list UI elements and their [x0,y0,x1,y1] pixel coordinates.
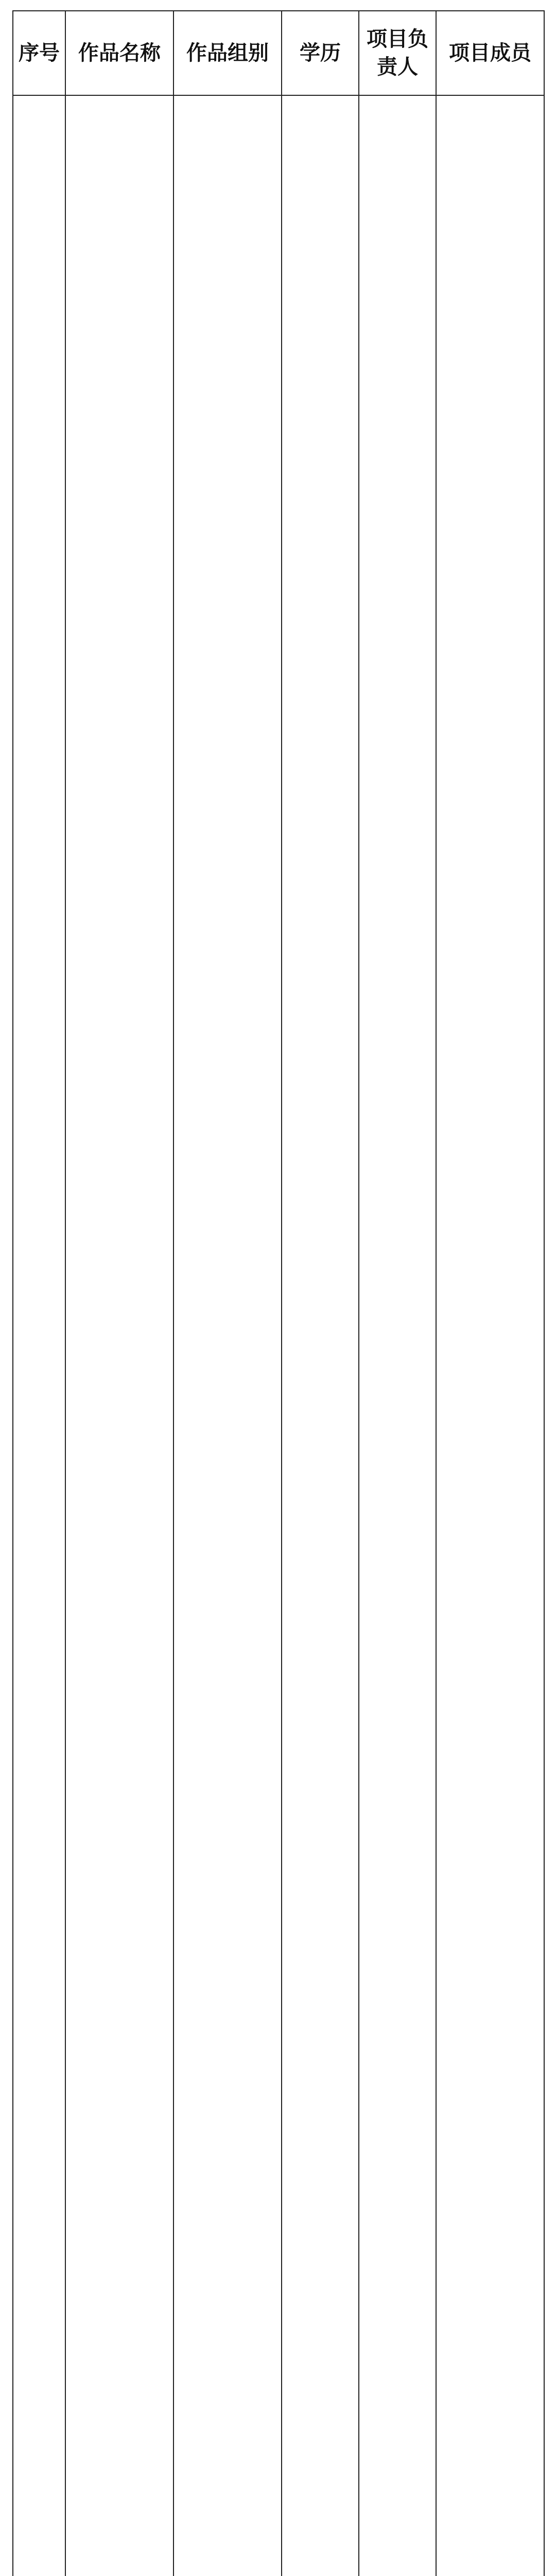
header-project-leader: 项目负责人 [359,11,436,95]
header-education: 学历 [282,11,359,95]
cell-project-group [173,95,282,2576]
table-body [13,95,544,2576]
header-project-name: 作品名称 [65,11,173,95]
table-row [13,95,544,2576]
cell-project-leader [359,95,436,2576]
cell-education [282,95,359,2576]
header-serial: 序号 [13,11,65,95]
cell-project-name [65,95,173,2576]
project-table [12,10,545,2576]
cell-project-members [436,95,544,2576]
table-header-row [13,11,544,95]
header-project-group: 作品组别 [173,11,282,95]
header-project-members: 项目成员 [436,11,544,95]
cell-serial [13,95,65,2576]
